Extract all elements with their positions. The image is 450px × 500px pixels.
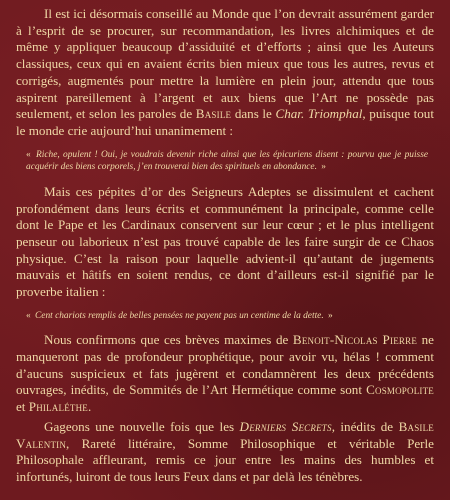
quote-text: Cent chariots remplis de belles pensées ne payent pas un centime de la dette. [35, 310, 324, 321]
quote-open-mark: « [26, 310, 31, 321]
paragraph-maximes [16, 332, 434, 416]
paragraph-maximes-text: Nous confirmons que ces brèves maximes de [44, 332, 293, 348]
conjunction-text: et [16, 399, 29, 415]
paragraph-pepites: Mais ces pépites d’or des Seigneurs Adeptes se dissimulent et cachent profondément dans leurs écrits et communément la principale, comme celle dont le Pape et les Cardinaux conservent sur leur cœur ; et le plus intelligent penseur ou laborieux n’est pas trouvé capable de les faire surgir de ce Chaos physique. C’est la raison pour laquelle advient-il qu’autant de jugements mauvais et hâtifs en soient rendus, ce dont d’ailleurs est-il signifié par le proverbe italien : [16, 183, 434, 300]
paragraph-intro [16, 6, 434, 140]
quote-close-mark: » [328, 310, 333, 321]
paragraph-gageons-text: Gageons une nouvelle fois que les [44, 418, 240, 434]
author-name-benoit-nicolas-pierre: Benoit-Nicolas Pierre [292, 332, 418, 348]
quote-text: Riche, opulent ! Oui, je voudrais devenir riche ainsi que les épicuriens disent : pourvu que je puisse acquérir des biens corporels, j’en trouverai bien des spirituels en abondance. [26, 149, 429, 173]
author-name-philalethe: Philaléthe [28, 399, 88, 415]
quote-riche-opulent [16, 149, 434, 174]
paragraph-gageons-text-2: , inédits de [331, 418, 399, 434]
quote-open-mark: « [26, 149, 31, 160]
book-title-derniers-secrets: Derniers Secrets [239, 418, 332, 434]
author-name-basile-valentin: Basile Valentin [16, 418, 434, 451]
book-title-char-triomphal: Char. Triomphal [275, 106, 363, 122]
paragraph-intro-text-2: dans le [231, 106, 276, 122]
paragraph-intro-text: Il est ici désormais conseillé au Monde que l’on devrait assurément garder à l’esprit de se procurer, sur recommandation, les livres alchimiques et de même y appliquer beaucoup d’assiduité et d’efforts ; ainsi que les Auteurs classiques, ceux qui en avaient écrits bien mieux que tous les autres, revus et corrigés, augmentés pour mettre la lumière en plein jour, attendu que tous aspirent pareillement à l’argent et aux biens que l’Art ne possède pas seulement, et selon les paroles de [16, 6, 434, 122]
author-name-cosmopolite: Cosmopolite [366, 382, 434, 398]
paragraph-intro-text-3: , puisque tout le monde crie aujourd’hui unanimement : [16, 106, 434, 138]
paragraph-gageons-text-3: , Rareté littéraire, Somme Philosophique et véritable Perle Philosophale affleurant, remis ce jour entre les mains des humbles et infortunés, luiront de tous leurs Feux dans et par delà les ténèbres. [16, 435, 434, 484]
quote-cent-chariots [16, 310, 434, 323]
paragraph-gageons [16, 419, 434, 486]
quote-close-mark: » [321, 162, 326, 173]
paragraph-maximes-text-2: ne manqueront pas de profondeur prophétique, pour avoir vu, hélas ! comment d’aucuns suspicieux et fats jugèrent et condamnèrent les deux précédents ouvrages, inédits, de Sommités de l’Art Hermétique comme sont [16, 332, 434, 398]
author-name-basile: Basile [195, 106, 232, 122]
paragraph-maximes-end: . [88, 399, 92, 415]
